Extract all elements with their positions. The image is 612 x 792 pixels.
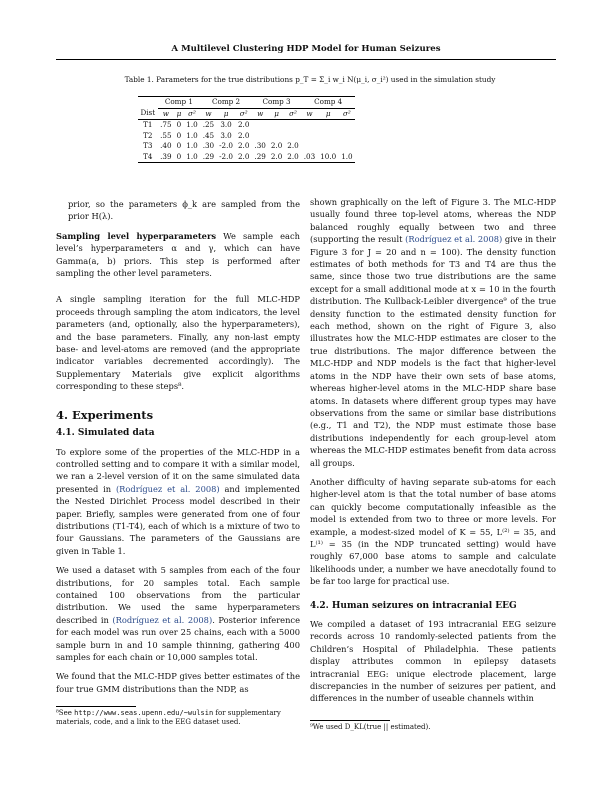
run-in-heading: Sampling level hyperparameters — [56, 230, 216, 241]
table-cell: 1.0 — [186, 141, 198, 150]
table-column-header: w — [162, 108, 169, 118]
table-cell — [339, 131, 355, 142]
table-cell: .55 — [160, 130, 172, 140]
table-row — [138, 141, 355, 152]
table-cell: .45 — [202, 130, 215, 140]
table-cell — [285, 120, 301, 131]
citation-link[interactable]: (Rodríguez et al. 2008) — [115, 483, 220, 494]
left-footnote — [56, 706, 300, 727]
table-cell: .30 — [202, 141, 215, 150]
table-cell — [318, 141, 339, 152]
table-column-header: σ² — [289, 108, 297, 118]
text: for supplementary materials, code, and a link to the EEG dataset used. — [56, 709, 281, 726]
table-cell — [339, 120, 355, 131]
table-cell: T4 — [143, 151, 153, 161]
paragraph — [56, 446, 300, 558]
table-cell: T2 — [143, 130, 153, 140]
table-cell: .39 — [160, 151, 172, 161]
text: To explore some of the properties of the MLC-HDP in a controlled setting and to compare it with a similar model, we ran a 2-level version of it on the same simulated data presented in — [56, 446, 300, 494]
table-cell: .29 — [202, 151, 215, 161]
table-column-header: σ² — [188, 108, 196, 118]
table-cell: 2.0 — [237, 130, 250, 140]
table-cell: 0 — [176, 151, 182, 161]
table-subheader-row — [138, 108, 355, 120]
table-cell — [318, 131, 339, 142]
table-cell: 1.0 — [186, 130, 198, 140]
table-cell — [301, 141, 317, 152]
table-cell: .29 — [254, 151, 266, 161]
table-cell: 1.0 — [186, 120, 198, 129]
subsection-heading: 4.2. Human seizures on intracranial EEG — [310, 600, 517, 611]
table-cell: 0 — [176, 130, 182, 140]
paragraph: A single sampling iteration for the full MLC-HDP proceeds through sampling the atom indicators, the level parameters (and, optionally, also the hyperparameters), and the base parameters. Finally, any non-last empty base- and level-atoms are removed (and the appropriate indicator variables decremented accordingly). The Supplementary Materials give explicit algorithms corresponding to these steps⁸. — [56, 294, 300, 392]
paragraph-body: We sample each level’s hyperparameters α and γ, which can have Gamma(a, b) priors. This step is performed after sampling the other level parameters. — [56, 230, 300, 279]
paragraph — [310, 196, 556, 469]
text: and implemented the Nested Dirichlet Process model described in their paper. Briefly, samples were generated from one of four distributions (T1-T4), each of which is a mixture of two to four Gaussians. The parameters of the Gaussians are given in Table 1. — [56, 483, 300, 556]
table-cell: 3.0 — [220, 130, 232, 140]
table-row — [138, 131, 355, 142]
table-cell: 2.0 — [237, 151, 250, 161]
table-corner — [138, 97, 158, 109]
table-cell — [268, 120, 284, 131]
table-cell — [339, 141, 355, 152]
table-cell: .40 — [160, 141, 172, 150]
table-cell: 10.0 — [320, 151, 337, 161]
table-cell: .75 — [160, 120, 172, 129]
table-column-header: Dist — [140, 108, 156, 118]
table-cell: 3.0 — [220, 120, 232, 129]
text: give in their Figure 3 for J = 20 and n = 100). The density function estimates of both methods for T3 and T4 are thus the same, since those two true distributions are the same except for a small additional mode at x = 10 in the fourth distribution. The Kullback-Leibler divergence⁹ of the true density function to the estimated density function for each method, shown on the right of Figure 3, also illustrates how the MLC-HDP estimates are closer to the true distributions. The major difference between the MLC-HDP and NDP models is the fact that higher-level atoms in the NDP have their own sets of base atoms, whereas higher-level atoms in the MLC-HDP share base atoms. In datasets where different group types may have observations from the same or similar base distributions (e.g., T1 and T2), the NDP must estimate those base distributions independently for each group-level atom whereas the MLC-HDP estimates benefit from data across all groups. — [310, 234, 556, 468]
table-cell: 2.0 — [237, 141, 250, 150]
table-cell: 2.0 — [287, 151, 299, 161]
table-caption: Table 1. Parameters for the true distributions p_T = Σ_i w_i N(μ_i, σ_i²) used in the simulation study — [124, 75, 496, 84]
table-cell: .30 — [254, 141, 266, 150]
table-cell — [285, 131, 301, 142]
table-cell: 2.0 — [270, 141, 283, 150]
table-cell: 2.0 — [287, 141, 299, 150]
text: We used a dataset with 5 samples from each of the four distributions, for 20 samples total. Each sample contained 100 observations from the particular distribution. We used the same hyperparameters described in — [56, 565, 300, 625]
group-header: Comp 4 — [301, 97, 355, 109]
table-column-header: μ — [176, 108, 182, 118]
table-cell — [318, 120, 339, 131]
table-column-header: μ — [274, 108, 279, 118]
paragraph: prior, so the parameters ϕ_k are sampled from the prior H(λ). — [68, 199, 300, 222]
footnote-url-link[interactable]: http://www.seas.upenn.edu/~wulsin — [74, 709, 214, 717]
table-column-header: w — [205, 108, 212, 118]
group-header: Comp 1 — [158, 97, 201, 109]
table-body — [138, 120, 355, 163]
table-cell: .03 — [303, 151, 316, 161]
table-column-header: μ — [223, 108, 229, 118]
table-row — [138, 152, 355, 163]
paragraph: We compiled a dataset of 193 intracranial EEG seizure records across 10 randomly-selected patients from the Children’s Hospital of Philadelphia. These patients display attributes common in epilepsy datasets intracranial EEG: unique electrode placement, large discrepancies in the number of seizures per patient, and differences in the number of useable channels within — [310, 619, 556, 704]
paragraph — [56, 230, 300, 280]
footnote-rule — [310, 720, 390, 721]
subsection-heading: 4.1. Simulated data — [56, 428, 155, 439]
table-cell: 2.0 — [270, 151, 283, 161]
table-cell — [301, 131, 317, 142]
group-header: Comp 3 — [252, 97, 301, 109]
citation-link[interactable]: (Rodríguez et al. 2008) — [112, 614, 213, 625]
right-footnote — [310, 720, 556, 732]
table-cell — [252, 120, 268, 131]
text: . Posterior inference for each model was run over 25 chains, each with a 5000 sample burn in and 10 sample thinning, gathering 400 samples for each chain or 10,000 samples total. — [56, 614, 300, 662]
running-header: A Multilevel Clustering HDP Model for Human Seizures — [171, 44, 441, 54]
table-column-header: μ — [325, 108, 331, 118]
table-cell: T3 — [143, 141, 153, 150]
left-column — [56, 198, 300, 702]
table-column-header: w — [306, 108, 313, 118]
section-heading: 4. Experiments — [56, 407, 154, 422]
group-header: Comp 2 — [200, 97, 252, 109]
table-cell: -2.0 — [219, 151, 233, 161]
table-cell — [301, 120, 317, 131]
table-cell — [268, 131, 284, 142]
table-cell: 0 — [176, 141, 182, 150]
footnote — [56, 709, 300, 727]
parameters-table — [138, 96, 355, 163]
table-cell: 1.0 — [186, 151, 198, 161]
paragraph: Another difficulty of having separate sub-atoms for each higher-level atom is that the total number of base atoms can quickly become computationally infeasible as the model is extended from two to three or more levels. For example, a modest-sized model of K = 55, L⁽²⁾ = 35, and L⁽¹⁾ = 35 (in the NDP truncated setting) would have roughly 67,000 base atoms to sample and calculate likelihoods under, a number we have anecdotally found to be far too large for practical use. — [310, 476, 556, 587]
paragraph — [56, 564, 300, 663]
footnote-rule — [56, 706, 136, 707]
citation-link[interactable]: (Rodríguez et al. 2008) — [405, 234, 503, 245]
text: shown graphically on the left of Figure 3. The MLC-HDP usually found three top-level atoms, whereas the NDP balanced roughly equally between two and three (supporting the result — [310, 197, 556, 245]
paragraph: We found that the MLC-HDP gives better estimates of the four true GMM distributions than the NDP, as — [56, 671, 300, 694]
table-column-header: σ² — [343, 108, 351, 118]
table-column-header: σ² — [239, 108, 248, 118]
table-cell: -2.0 — [219, 141, 233, 150]
table-column-header: w — [257, 108, 264, 118]
table-row — [138, 120, 355, 131]
table-cell: .25 — [202, 120, 215, 129]
footnote: ⁹We used D_KL(true || estimated). — [310, 723, 431, 731]
table-cell: 0 — [176, 120, 182, 129]
table-cell — [252, 131, 268, 142]
header-rule — [56, 59, 556, 60]
table-cell: T1 — [143, 120, 153, 129]
text: ⁸See — [56, 709, 75, 717]
table-cell: 1.0 — [341, 151, 353, 161]
right-column — [310, 196, 556, 712]
table-cell: 2.0 — [237, 120, 250, 129]
